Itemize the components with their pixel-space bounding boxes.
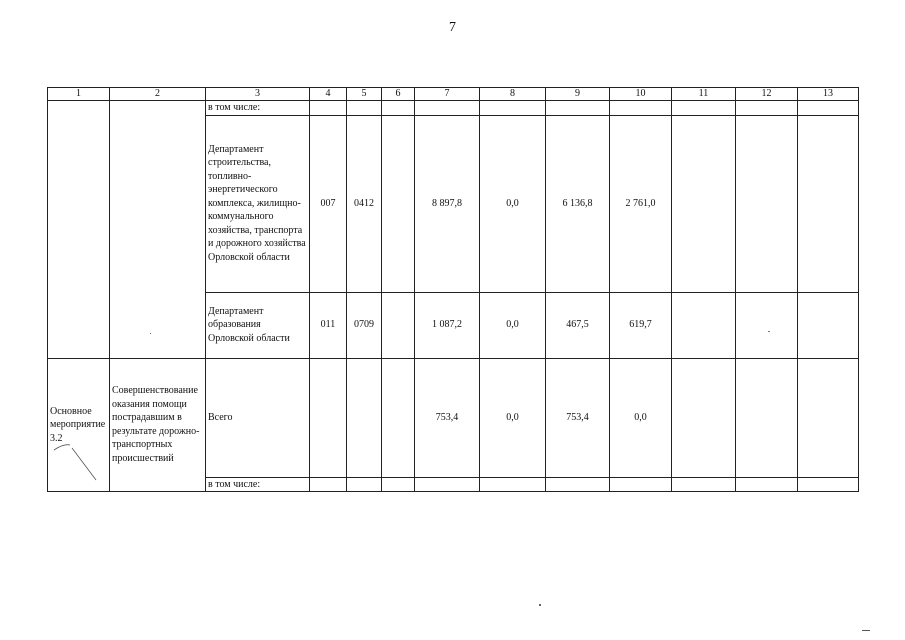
cell-col11 — [672, 115, 736, 292]
including-label: в том числе: — [206, 101, 310, 116]
cell-col11 — [672, 292, 736, 358]
scan-dot — [862, 630, 870, 631]
header-cell: 6 — [382, 88, 415, 101]
page-number: 7 — [449, 20, 456, 35]
header-cell: 9 — [546, 88, 610, 101]
activity-name: Основное мероприятие 3.2 — [48, 358, 110, 492]
cell-col5 — [347, 358, 382, 477]
cell-col8: 0,0 — [480, 358, 546, 477]
table-row — [48, 358, 859, 477]
description-cell — [110, 101, 206, 359]
cell-col7: 1 087,2 — [415, 292, 480, 358]
cell-col7: 8 897,8 — [415, 115, 480, 292]
cell-col12 — [736, 115, 798, 292]
executor-name: Департамент образования Орловской области — [206, 292, 310, 358]
cell-col9: 467,5 — [546, 292, 610, 358]
activity-description: Совершенствование оказания помощи пострадавшим в результате дорожно-транспортных происшествий — [110, 358, 206, 492]
header-cell: 11 — [672, 88, 736, 101]
header-cell: 5 — [347, 88, 382, 101]
cell-col12 — [736, 358, 798, 477]
header-cell: 8 — [480, 88, 546, 101]
table-row — [48, 101, 859, 116]
pen-stroke-mark — [52, 438, 102, 486]
cell-col4: 007 — [310, 115, 347, 292]
activity-cell — [48, 101, 110, 359]
total-label: Всего — [206, 358, 310, 477]
header-cell: 1 — [48, 88, 110, 101]
header-cell: 13 — [798, 88, 859, 101]
including-label: в том числе: — [206, 477, 310, 492]
cell-col6 — [382, 358, 415, 477]
budget-table — [47, 87, 859, 492]
cell-col7: 753,4 — [415, 358, 480, 477]
cell-col12 — [736, 292, 798, 358]
header-cell: 2 — [110, 88, 206, 101]
cell-col4: 011 — [310, 292, 347, 358]
executor-name: Департамент строительства, топливно-энергетического комплекса, жилищно-коммунального хозяйства, транспорта и дорожного хозяйства Орловской области — [206, 115, 310, 292]
cell-col8: 0,0 — [480, 292, 546, 358]
header-row — [48, 88, 859, 101]
scan-dot — [768, 331, 770, 332]
cell-col8: 0,0 — [480, 115, 546, 292]
cell-col6 — [382, 292, 415, 358]
cell-col10: 0,0 — [610, 358, 672, 477]
cell-col10: 619,7 — [610, 292, 672, 358]
cell-col13 — [798, 115, 859, 292]
header-cell: 10 — [610, 88, 672, 101]
cell-col13 — [798, 358, 859, 477]
header-cell: 4 — [310, 88, 347, 101]
header-cell: 7 — [415, 88, 480, 101]
cell-col10: 2 761,0 — [610, 115, 672, 292]
cell-col5: 0709 — [347, 292, 382, 358]
cell-col9: 753,4 — [546, 358, 610, 477]
header-cell: 3 — [206, 88, 310, 101]
cell-col5: 0412 — [347, 115, 382, 292]
scan-dot — [539, 604, 541, 606]
cell-col9: 6 136,8 — [546, 115, 610, 292]
scan-dot — [150, 333, 151, 334]
cell-col11 — [672, 358, 736, 477]
cell-col4 — [310, 358, 347, 477]
header-cell: 12 — [736, 88, 798, 101]
cell-col13 — [798, 292, 859, 358]
cell-col6 — [382, 115, 415, 292]
